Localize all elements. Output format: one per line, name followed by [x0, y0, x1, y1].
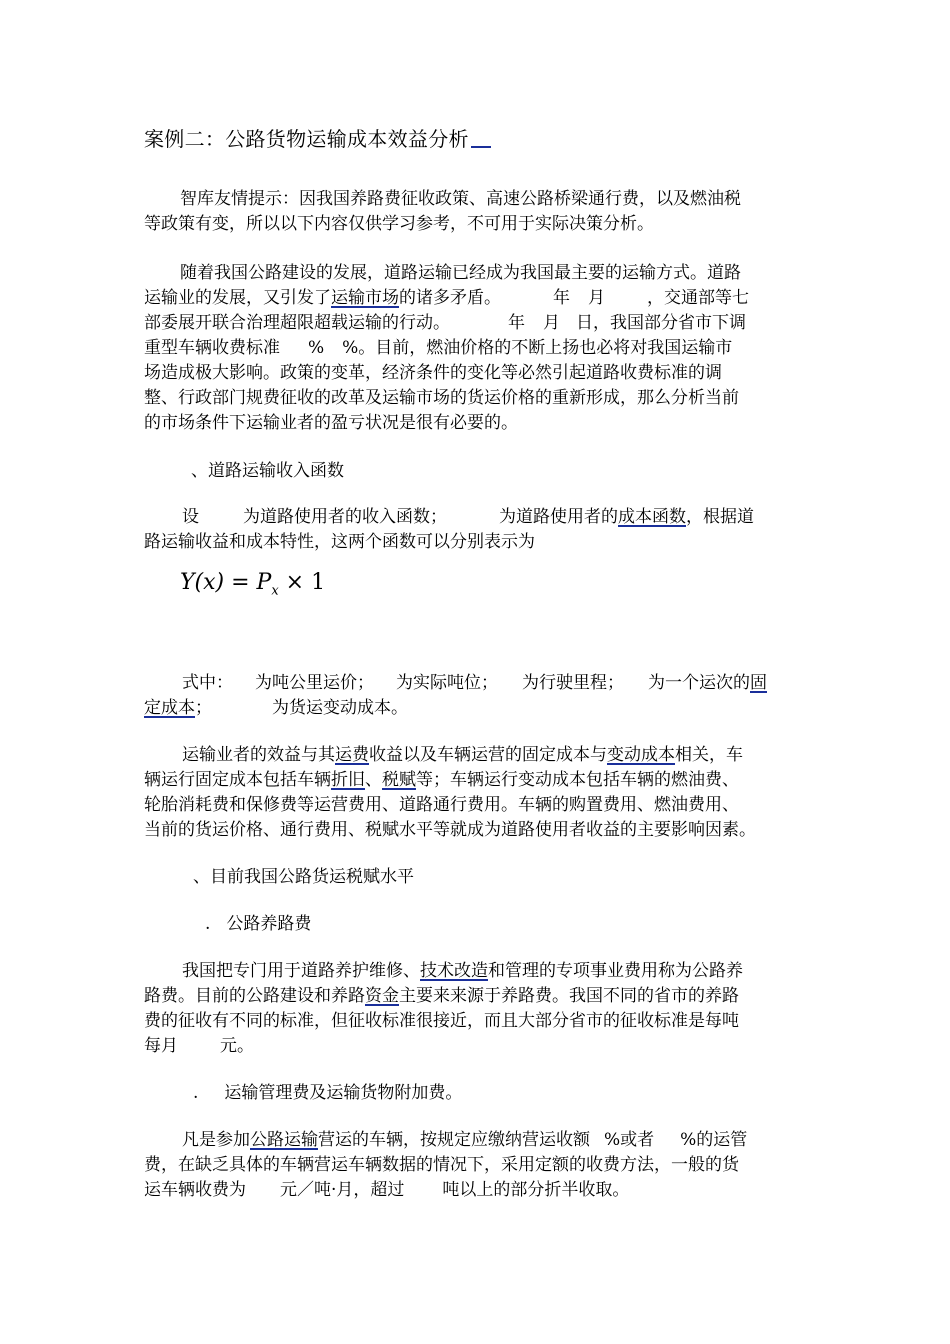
para-intro-line-6: 整、行政部门规费征收的改革及运输市场的货运价格的重新形成，那么分析当前	[144, 388, 739, 408]
text-seg: 吨以上的部分折半收取。	[442, 1180, 630, 1200]
text-seg: 设	[182, 507, 199, 527]
text-seg: ，根据道	[686, 507, 754, 527]
text-seg: 等；车辆运行变动成本包括车辆的燃油费、	[416, 770, 739, 790]
text-seg: 元。	[220, 1036, 254, 1056]
link-variable-cost[interactable]: 变动成本	[607, 745, 675, 765]
text-seg: 为实际吨位；	[396, 673, 498, 693]
text-seg: 月	[588, 288, 605, 308]
text-seg: 相关，车	[675, 745, 743, 765]
document-title	[144, 123, 491, 152]
text-seg: 为道路使用者的收入函数；	[243, 507, 447, 527]
text-seg: 年	[553, 288, 570, 308]
text-seg: 部委展开联合治理超限超载运输的行动。	[144, 313, 450, 333]
para-benefit-line-4: 当前的货运价格、通行费用、税赋水平等就成为道路使用者收益的主要影响因素。	[144, 820, 756, 840]
para-where-line-1	[182, 671, 767, 696]
para-management-fee-line-2: 费，在缺乏具体的车辆营运车辆数据的情况下，采用定额的收费方法，一般的货	[144, 1155, 739, 1175]
formula-rhs: × 1	[278, 570, 326, 595]
link-freight[interactable]: 运费	[335, 745, 369, 765]
para-management-fee-line-1	[182, 1128, 747, 1153]
para-intro-line-5: 场造成极大影响。政策的变革，经济条件的变化等必然引起道路收费标准的调	[144, 363, 722, 383]
text-seg: ；	[195, 698, 212, 718]
text-seg: 运输管理费及运输货物附加费。	[224, 1083, 463, 1103]
text-seg: 我国把专门用于道路养护维修、	[182, 961, 420, 981]
text-seg: 为行驶里程；	[522, 673, 624, 693]
subsection-heading-1	[205, 912, 311, 937]
para-intro-line-1: 随着我国公路建设的发展，道路运输已经成为我国最主要的运输方式。道路	[180, 263, 741, 283]
text-seg: %或者	[604, 1130, 655, 1150]
title-text: 案例二：公路货物运输成本效益分析	[144, 127, 469, 151]
text-seg: 为道路使用者的	[499, 507, 618, 527]
para-benefit-line-3: 轮胎消耗费和保修费等运营费用、道路通行费用。车辆的购置费用、燃油费用、	[144, 795, 739, 815]
formula-lhs: Y(x) = P	[180, 570, 272, 595]
link-road-transport[interactable]: 公路运输	[250, 1130, 318, 1150]
text-seg: 年	[508, 313, 525, 333]
text-seg: 运输业的发展，又引发了	[144, 288, 331, 308]
text-seg: 运车辆收费为	[144, 1180, 246, 1200]
text-seg: 月	[543, 313, 560, 333]
link-tech-upgrade[interactable]: 技术改造	[420, 961, 488, 981]
text-seg: %的运管	[680, 1130, 748, 1150]
para-functions-line-2: 路运输收益和成本特性，这两个函数可以分别表示为	[144, 532, 535, 552]
para-management-fee-line-3	[144, 1178, 629, 1203]
text-seg: ，交通部等七	[647, 288, 749, 308]
link-fixed-cost-a[interactable]: 固	[750, 673, 767, 693]
para-benefit-line-1	[182, 743, 743, 768]
para-intro-line-2	[144, 286, 749, 311]
text-seg: 重型车辆收费标准	[144, 338, 280, 358]
text-seg: 和管理的专项事业费用称为公路养	[488, 961, 743, 981]
link-tax[interactable]: 税赋	[382, 770, 416, 790]
link-cost-function[interactable]: 成本函数	[618, 507, 686, 527]
para-intro-line-4	[144, 336, 732, 361]
notice-line-2: 等政策有变，所以以下内容仅供学习参考，不可用于实际决策分析。	[144, 214, 654, 234]
notice-line-1: 智库友情提示：因我国养路费征收政策、高速公路桥梁通行费，以及燃油税	[180, 189, 741, 209]
text-seg: 收益以及车辆运营的固定成本与	[369, 745, 607, 765]
para-intro-line-7: 的市场条件下运输业者的盈亏状况是很有必要的。	[144, 413, 518, 433]
para-functions-line-1	[182, 505, 754, 530]
revenue-formula	[180, 570, 325, 598]
text-seg: 元／吨·月，超过	[280, 1180, 405, 1200]
text-seg: .	[193, 1083, 199, 1103]
link-depreciation[interactable]: 折旧	[331, 770, 365, 790]
para-maintenance-line-2	[144, 984, 739, 1009]
text-seg: 日，我国部分省市下调	[576, 313, 746, 333]
text-seg: 凡是参加	[182, 1130, 250, 1150]
text-seg: 为吨公里运价；	[255, 673, 374, 693]
para-maintenance-line-4	[144, 1034, 254, 1059]
text-seg: 营运的车辆，按规定应缴纳营运收额	[318, 1130, 590, 1150]
text-seg: .	[205, 914, 211, 934]
para-maintenance-line-1	[182, 959, 743, 984]
para-where-line-2	[144, 696, 408, 721]
subsection-heading-2	[193, 1081, 462, 1106]
text-seg: %	[308, 338, 325, 358]
link-funds[interactable]: 资金	[365, 986, 399, 1006]
text-seg: 、	[365, 770, 382, 790]
text-seg: 式中：	[182, 673, 233, 693]
para-benefit-line-2	[144, 768, 739, 793]
text-seg: 公路养路费	[226, 914, 312, 934]
title-link-mark	[471, 146, 491, 148]
text-seg: %。目前，燃油价格的不断上扬也必将对我国运输市	[342, 338, 733, 358]
text-seg: 辆运行固定成本包括车辆	[144, 770, 331, 790]
text-seg: 运输业者的效益与其	[182, 745, 335, 765]
text-seg: 为货运变动成本。	[272, 698, 408, 718]
text-seg: 为一个运次的	[648, 673, 750, 693]
section-heading-1: 、道路运输收入函数	[191, 461, 344, 481]
formula-subscript: x	[271, 583, 279, 599]
text-seg: 每月	[144, 1036, 178, 1056]
link-transport-market[interactable]: 运输市场	[331, 288, 399, 308]
para-maintenance-line-3: 费的征收有不同的标准，但征收标准很接近，而且大部分省市的征收标准是每吨	[144, 1011, 739, 1031]
text-seg: 主要来来源于养路费。我国不同的省市的养路	[399, 986, 739, 1006]
link-fixed-cost-b[interactable]: 定成本	[144, 698, 195, 718]
para-intro-line-3	[144, 311, 746, 336]
text-seg: 的诸多矛盾。	[399, 288, 501, 308]
section-heading-2: 、目前我国公路货运税赋水平	[193, 867, 414, 887]
text-seg: 路费。目前的公路建设和养路	[144, 986, 365, 1006]
